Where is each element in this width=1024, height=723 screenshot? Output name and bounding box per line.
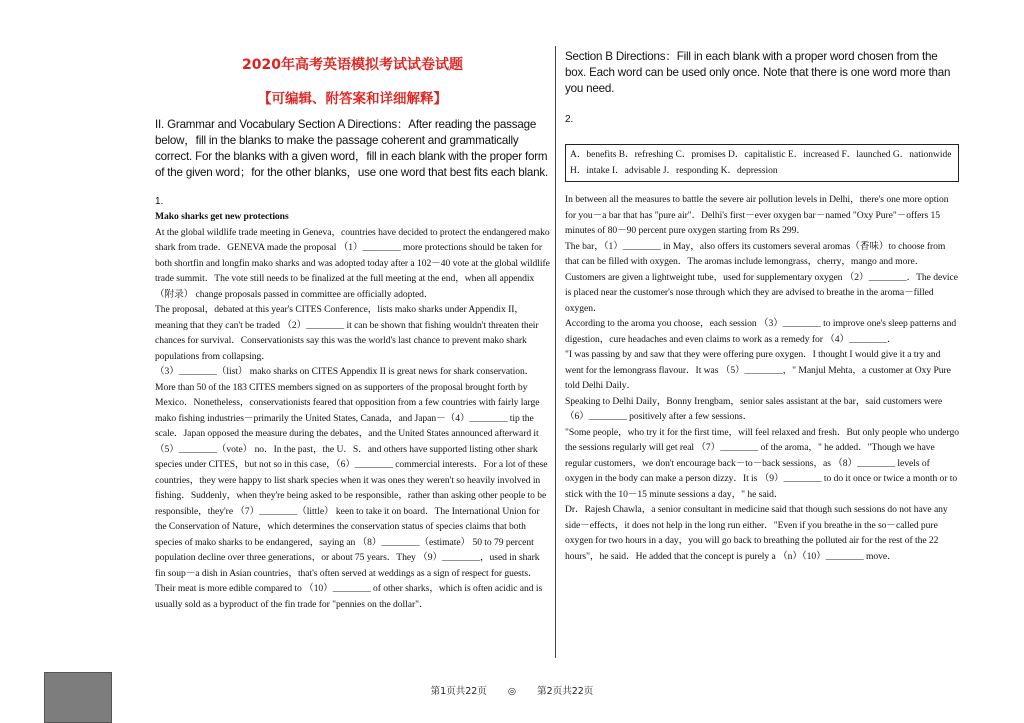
page-number-left: 第1页共22页 <box>430 686 487 697</box>
right-column <box>565 44 959 564</box>
question-number: 2. <box>565 114 574 125</box>
paragraph: The bar，（1）________ in May，also offers its customers several aromas（香味）to choose from that can be filled with oxygen．The aromas include lemongrass，cherry，mango and more． <box>565 240 946 267</box>
paragraph: Dr．Rajesh Chawla，a senior consultant in medicine said that though such sessions do not have any side－effects，it does not help in the long run either．"Even if you breathe in the so－called pure oxygen for two hours in a day，you will go back to breathing the polluted air for the rest of the 22 hours"，he said．He added that the concept is purely a （n）（10）________ move． <box>565 504 948 562</box>
section-b-directions: Section B Directions：Fill in each blank with a proper word chosen from the box. Each word can be used only once. Note that there is one word more than you need. <box>565 50 951 95</box>
passage-heading: Mako sharks get new protections <box>155 211 289 222</box>
paragraph: At the global wildlife trade meeting in Geneva，countries have decided to protect the endangered mako shark from trade．GENEVA made the proposal （1）________ more protections should be taken for both shortfin and longfin mako sharks and was adopted today after a 102－40 vote at the global wildlife trade summit．The vote still needs to be finalized at the full meeting at the end，when all appendix （附录） change proposals passed in committee are officially adopted． <box>155 226 550 300</box>
paragraph: "I was passing by and saw that they were offering pure oxygen．I thought I would give it a try and went for the lemongrass flavour．It was （5）________，" Manjul Mehta，a customer at Oxy Pure told Delhi Daily． <box>565 349 951 391</box>
paragraph: According to the aroma you choose，each session （3）________ to improve one's sleep patterns and digestion，cure headaches and even claims to work as a remedy for （4）________． <box>565 318 957 345</box>
passage-2 <box>565 192 959 564</box>
passage-1 <box>155 209 550 612</box>
exam-subtitle: 【可编辑、附答案和详细解释】 <box>258 91 447 107</box>
page-thumbnail[interactable] <box>44 672 112 723</box>
paragraph: In between all the measures to battle the severe air pollution levels in Delhi，there's one more option for you－a bar that has "pure air"．Delhi's first－ever oxygen bar－named "Oxy Pure"－offers 15 minutes of 80－90 percent pure oxygen starting from Rs 299． <box>565 194 949 236</box>
paragraph: （3）________（list） mako sharks on CITES Appendix II is great news for shark conservation．More than 50 of the 183 CITES members signed on as supporters of the proposal brought forth by Mexico．Nonetheless，conservationists feared that opposition from a few countries with fairly large mako fishing industries－primarily the United States, Canada，and Japan－（4）________ tip the scale．Japan opposed the measure during the debates，and the United States announced afterward it （5）________（vote） no．In the past，the U．S．and others have supported listing other shark species under CITES，but not so in this case，（6）________ commercial interests．For a lot of these countries，they were happy to list shark species when it was ones they weren't so heavily involved in fishing．Suddenly，when they're being asked to be responsible，rather than asking other people to be responsible，they're （7）________（little） keen to take it on board．The International Union for the Conservation of Nature，which determines the conservation status of species claims that both species of mako sharks to be endangered，saying an （8）________（estimate） 50 to 79 percent population decline over three generations，or about 75 years．They （9）________，used in shark fin soup－a dish in Asian countries，that's often served at weddings as a sign of respect for guests．Their meat is more edible compared to （10）________ of other sharks，which is often acidic and is usually sold as a byproduct of the fin trade for "pennies on the dollar"． <box>155 366 548 610</box>
paragraph: "Some people，who try it for the first time，will feel relaxed and fresh．But only people who undergo the sessions regularly will get real （7）________ of the aroma，" he added．"Though we have regular customers，we don't encourage back－to－back sessions，as （8）________ levels of oxygen in the body can make a person dizzy．It is （9）________ to do it once or twice a month or to stick with the 10－15 minute sessions a day，" he said． <box>565 426 959 500</box>
paragraph: The proposal，debated at this year's CITES Conference，lists mako sharks under Appendix II，meaning that they can't be traded （2）________ it can be shown that fishing wouldn't threaten their chances for survival．Conservationists say this was the world's last chance to prevent mako shark populations from collapsing． <box>155 304 539 362</box>
page-footer <box>0 683 1024 697</box>
paragraph: Speaking to Delhi Daily，Bonny Irengbam，senior sales assistant at the bar，said customers were （6）________ positively after a few sessions． <box>565 395 943 422</box>
footer-separator: ◎ <box>507 686 517 697</box>
section-a-directions: II. Grammar and Vocabulary Section A Directions：After reading the passage below，fill in the blanks to make the passage coherent and grammatically correct. For the blanks with a given word，fill in each blank with the proper form of the given word；for the other blanks，use one word that best fits each blank. <box>155 118 548 179</box>
column-divider <box>555 46 556 658</box>
question-number: 1. <box>155 196 164 207</box>
word-box: A．benefits B．refreshing C．promises D．capitalistic E．increased F．launched G．nationwide H．intake I．advisable J．responding K．depression <box>565 144 959 182</box>
exam-title: 2020年高考英语模拟考试试卷试题 <box>242 57 463 73</box>
paragraph: Customers are given a lightweight tube，used for supplementary oxygen （2）________．The device is placed near the customer's nose through which they are advised to breathe in the aroma－filled oxygen． <box>565 271 958 314</box>
page-number-right: 第2页共22页 <box>537 686 594 697</box>
left-column <box>155 44 550 612</box>
